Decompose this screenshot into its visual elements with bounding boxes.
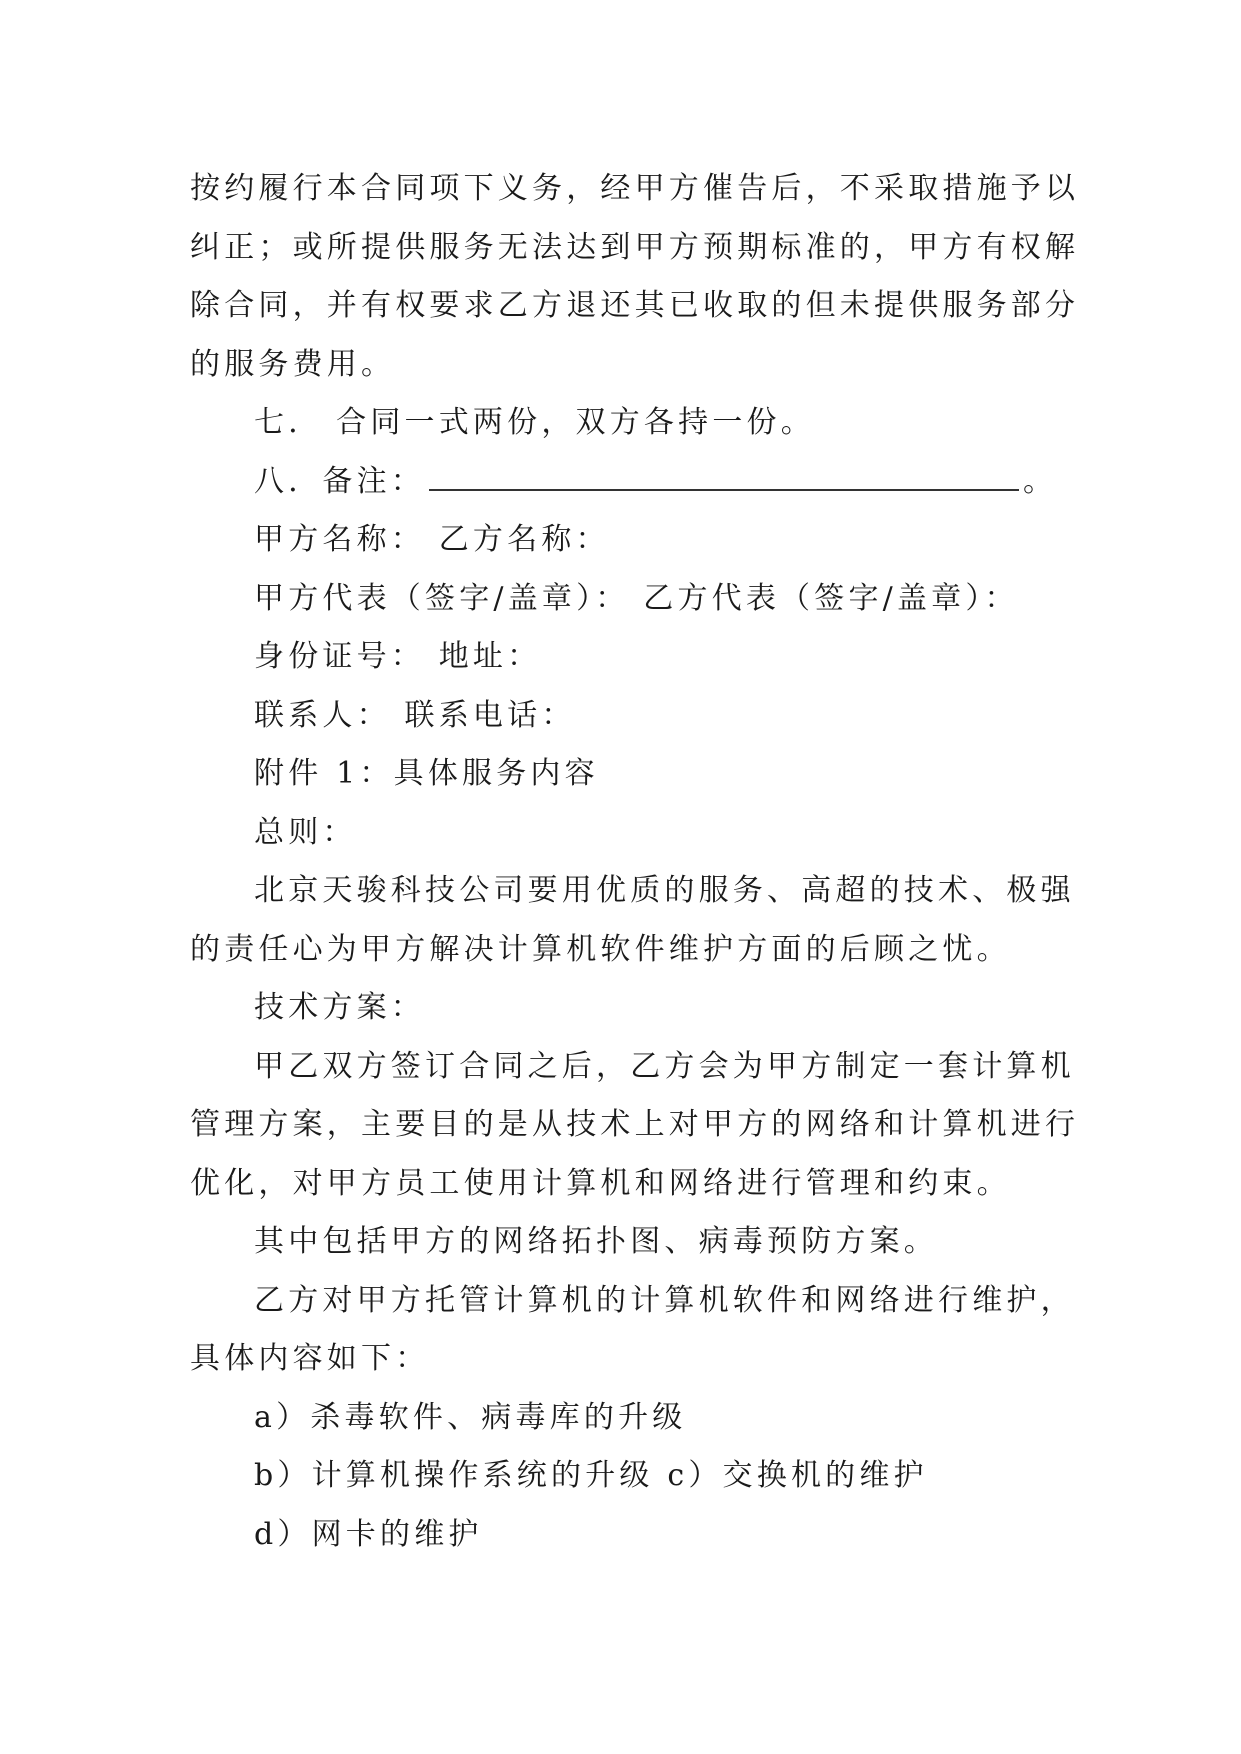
clause-seven: 七． 合同一式两份，双方各持一份。 [254, 405, 815, 440]
paragraph-line: 的责任心为甲方解决计算机软件维护方面的后顾之忧。 [190, 931, 1011, 967]
remark-label: 八．备注： [254, 463, 425, 499]
paragraph-line: 甲乙双方签订合同之后，乙方会为甲方制定一套计算机 [254, 1048, 1075, 1084]
paragraph-line: 的服务费用。 [190, 346, 396, 382]
list-item: d）网卡的维护 [254, 1516, 483, 1552]
tech-plan-heading: 技术方案： [254, 990, 425, 1025]
paragraph-line: 管理方案，主要目的是从技术上对甲方的网络和计算机进行 [190, 1107, 1080, 1142]
paragraph-line: 具体内容如下： [190, 1341, 430, 1376]
paragraph-line: 优化，对甲方员工使用计算机和网络进行管理和约束。 [190, 1165, 1011, 1201]
contact-line: 联系人： 联系电话： [254, 697, 576, 733]
attachment-title: 附件 1：具体服务内容 [254, 756, 599, 791]
party-representatives: 甲方代表（签字/盖章）： 乙方代表（签字/盖章）： [254, 580, 1019, 616]
remark-end: 。 [1023, 463, 1058, 499]
document-body [190, 160, 1080, 1564]
paragraph-line: 北京天骏科技公司要用优质的服务、高超的技术、极强 [254, 873, 1075, 908]
party-names: 甲方名称： 乙方名称： [254, 522, 610, 557]
paragraph-line: 按约履行本合同项下义务，经甲方催告后，不采取措施予以 [190, 171, 1080, 206]
paragraph-line: 乙方对甲方托管计算机的计算机软件和网络进行维护， [254, 1282, 1075, 1318]
remark-line [190, 453, 1060, 512]
list-item: a）杀毒软件、病毒库的升级 [254, 1399, 687, 1435]
remark-blank-underline [429, 467, 1019, 491]
paragraph-line: 纠正；或所提供服务无法达到甲方预期标准的，甲方有权解 [190, 229, 1080, 265]
id-address-line: 身份证号： 地址： [254, 639, 542, 674]
paragraph-line: 其中包括甲方的网络拓扑图、病毒预防方案。 [254, 1224, 938, 1259]
paragraph-line: 除合同，并有权要求乙方退还其已收取的但未提供服务部分 [190, 288, 1080, 323]
list-item: b）计算机操作系统的升级 c）交换机的维护 [254, 1458, 928, 1493]
general-heading: 总则： [254, 814, 357, 850]
